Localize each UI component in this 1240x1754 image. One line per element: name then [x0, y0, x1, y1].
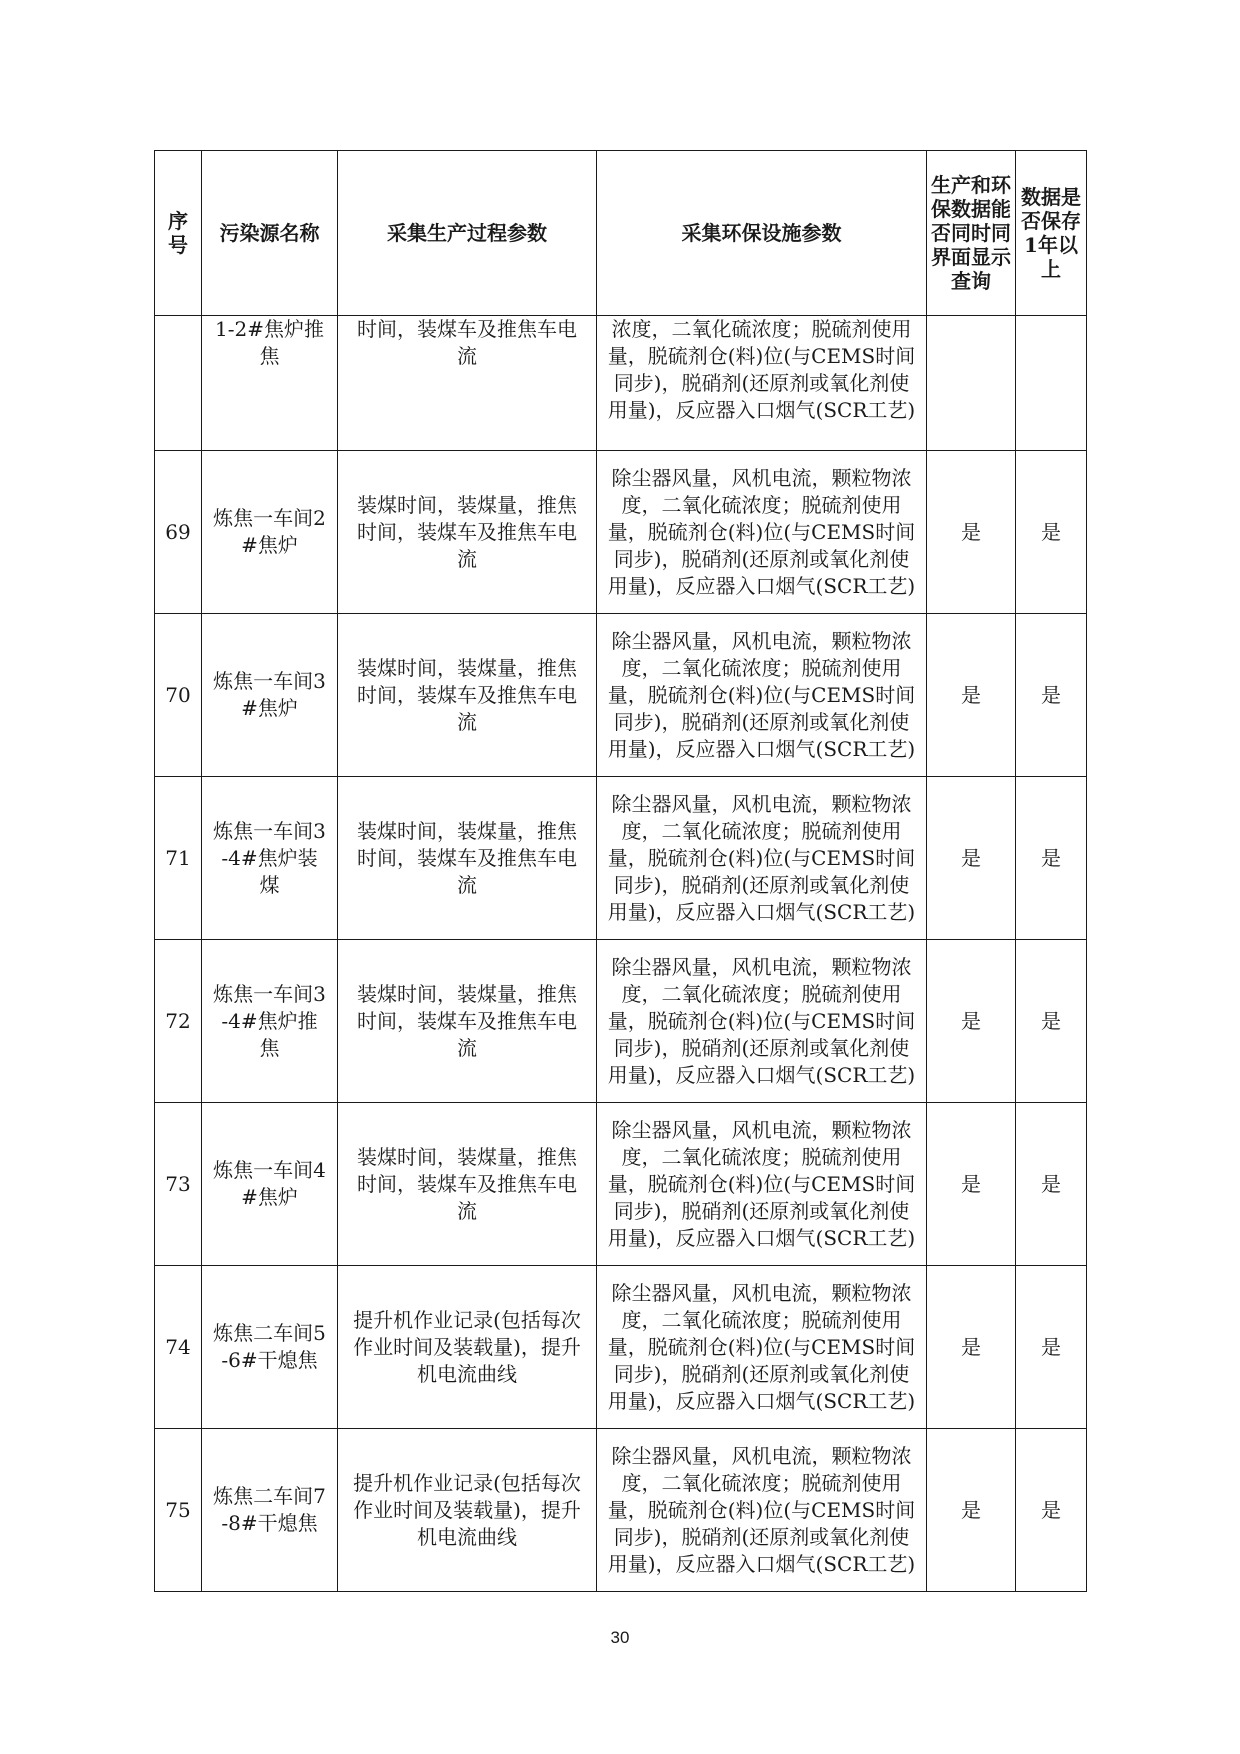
- cell-sync-query: 是: [927, 614, 1016, 777]
- cell-production: 提升机作业记录(包括每次作业时间及装载量)，提升机电流曲线: [338, 1266, 597, 1429]
- table-row: [155, 1429, 1087, 1592]
- table-row: [155, 1266, 1087, 1429]
- cell-sync-query: 是: [927, 1103, 1016, 1266]
- cell-no: 71: [155, 777, 202, 940]
- header-no: 序号: [155, 151, 202, 316]
- cell-retention: 是: [1016, 451, 1087, 614]
- cell-retention: 是: [1016, 777, 1087, 940]
- cell-production: 装煤时间，装煤量，推焦时间，装煤车及推焦车电流: [338, 1103, 597, 1266]
- header-sync-query: 生产和环保数据能否同时同界面显示查询: [927, 151, 1016, 316]
- table-row: [155, 451, 1087, 614]
- cell-sync-query: [927, 316, 1016, 451]
- cell-production: 装煤时间，装煤量，推焦时间，装煤车及推焦车电流: [338, 614, 597, 777]
- cell-environmental: 除尘器风量，风机电流，颗粒物浓度，二氧化硫浓度；脱硫剂使用量，脱硫剂仓(料)位(与CEMS时间同步)，脱硝剂(还原剂或氧化剂使用量)，反应器入口烟气(SCR工艺): [597, 451, 927, 614]
- cell-source: 炼焦一车间2#焦炉: [202, 451, 338, 614]
- cell-source: 炼焦一车间3#焦炉: [202, 614, 338, 777]
- cell-retention: 是: [1016, 1429, 1087, 1592]
- cell-environmental: 除尘器风量，风机电流，颗粒物浓度，二氧化硫浓度；脱硫剂使用量，脱硫剂仓(料)位(与CEMS时间同步)，脱硝剂(还原剂或氧化剂使用量)，反应器入口烟气(SCR工艺): [597, 1103, 927, 1266]
- cell-no: [155, 316, 202, 451]
- header-retention: 数据是否保存1年以上: [1016, 151, 1087, 316]
- header-environmental: 采集环保设施参数: [597, 151, 927, 316]
- cell-source: 炼焦一车间3-4#焦炉推焦: [202, 940, 338, 1103]
- table-row-continued: [155, 316, 1087, 451]
- cell-source: 炼焦一车间4#焦炉: [202, 1103, 338, 1266]
- cell-sync-query: 是: [927, 940, 1016, 1103]
- cell-environmental: 除尘器风量，风机电流，颗粒物浓度，二氧化硫浓度；脱硫剂使用量，脱硫剂仓(料)位(与CEMS时间同步)，脱硝剂(还原剂或氧化剂使用量)，反应器入口烟气(SCR工艺): [597, 614, 927, 777]
- cell-production: 提升机作业记录(包括每次作业时间及装载量)，提升机电流曲线: [338, 1429, 597, 1592]
- cell-production: 时间，装煤车及推焦车电流: [338, 316, 597, 451]
- table-row: [155, 940, 1087, 1103]
- cell-production: 装煤时间，装煤量，推焦时间，装煤车及推焦车电流: [338, 777, 597, 940]
- cell-environmental: 除尘器风量，风机电流，颗粒物浓度，二氧化硫浓度；脱硫剂使用量，脱硫剂仓(料)位(与CEMS时间同步)，脱硝剂(还原剂或氧化剂使用量)，反应器入口烟气(SCR工艺): [597, 940, 927, 1103]
- cell-environmental: 浓度，二氧化硫浓度；脱硫剂使用量，脱硫剂仓(料)位(与CEMS时间同步)，脱硝剂(还原剂或氧化剂使用量)，反应器入口烟气(SCR工艺): [597, 316, 927, 451]
- table-row: [155, 614, 1087, 777]
- cell-retention: 是: [1016, 1266, 1087, 1429]
- cell-retention: [1016, 316, 1087, 451]
- page-number: 30: [610, 1628, 630, 1647]
- table-row: [155, 777, 1087, 940]
- cell-sync-query: 是: [927, 1429, 1016, 1592]
- cell-retention: 是: [1016, 1103, 1087, 1266]
- cell-no: 69: [155, 451, 202, 614]
- header-production: 采集生产过程参数: [338, 151, 597, 316]
- cell-no: 75: [155, 1429, 202, 1592]
- cell-production: 装煤时间，装煤量，推焦时间，装煤车及推焦车电流: [338, 451, 597, 614]
- cell-sync-query: 是: [927, 777, 1016, 940]
- table-header-row: [155, 151, 1087, 316]
- cell-no: 73: [155, 1103, 202, 1266]
- cell-no: 74: [155, 1266, 202, 1429]
- cell-production: 装煤时间，装煤量，推焦时间，装煤车及推焦车电流: [338, 940, 597, 1103]
- cell-no: 70: [155, 614, 202, 777]
- header-source: 污染源名称: [202, 151, 338, 316]
- cell-environmental: 除尘器风量，风机电流，颗粒物浓度，二氧化硫浓度；脱硫剂使用量，脱硫剂仓(料)位(与CEMS时间同步)，脱硝剂(还原剂或氧化剂使用量)，反应器入口烟气(SCR工艺): [597, 777, 927, 940]
- cell-source: 1-2#焦炉推焦: [202, 316, 338, 451]
- cell-environmental: 除尘器风量，风机电流，颗粒物浓度，二氧化硫浓度；脱硫剂使用量，脱硫剂仓(料)位(与CEMS时间同步)，脱硝剂(还原剂或氧化剂使用量)，反应器入口烟气(SCR工艺): [597, 1429, 927, 1592]
- cell-retention: 是: [1016, 940, 1087, 1103]
- monitoring-table: [154, 150, 1087, 1592]
- cell-environmental: 除尘器风量，风机电流，颗粒物浓度，二氧化硫浓度；脱硫剂使用量，脱硫剂仓(料)位(与CEMS时间同步)，脱硝剂(还原剂或氧化剂使用量)，反应器入口烟气(SCR工艺): [597, 1266, 927, 1429]
- cell-source: 炼焦二车间5-6#干熄焦: [202, 1266, 338, 1429]
- cell-sync-query: 是: [927, 451, 1016, 614]
- cell-no: 72: [155, 940, 202, 1103]
- cell-retention: 是: [1016, 614, 1087, 777]
- table-row: [155, 1103, 1087, 1266]
- cell-source: 炼焦二车间7-8#干熄焦: [202, 1429, 338, 1592]
- cell-sync-query: 是: [927, 1266, 1016, 1429]
- cell-source: 炼焦一车间3-4#焦炉装煤: [202, 777, 338, 940]
